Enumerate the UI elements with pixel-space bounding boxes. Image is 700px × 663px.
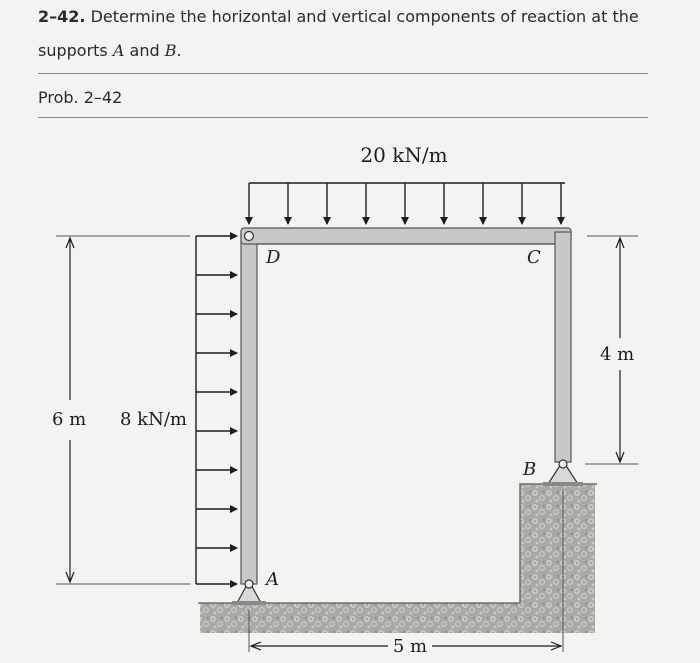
ground bbox=[198, 484, 597, 633]
point-b-label: B bbox=[523, 459, 537, 480]
bottom-dimension-label: 5 m bbox=[392, 636, 428, 657]
problem-number: 2–42. bbox=[38, 7, 86, 26]
left-dimension-label: 6 m bbox=[52, 409, 87, 430]
point-a-label: A bbox=[266, 569, 279, 590]
prob-label: Prob. 2–42 bbox=[38, 88, 123, 107]
top-load-label: 20 kN/m bbox=[360, 143, 448, 167]
side-distributed-load bbox=[196, 236, 237, 584]
right-dimension-label: 4 m bbox=[600, 344, 635, 365]
top-distributed-load bbox=[249, 183, 565, 224]
point-c-label: C bbox=[527, 247, 541, 268]
period: . bbox=[176, 41, 182, 60]
support-a-pin bbox=[232, 580, 266, 605]
support-b-ref: B bbox=[164, 41, 177, 60]
problem-text-line1: Determine the horizontal and vertical components of reaction at the bbox=[90, 7, 639, 26]
side-load-label: 8 kN/m bbox=[120, 409, 187, 430]
support-b-pin bbox=[543, 460, 583, 486]
problem-text-line2: supports bbox=[38, 41, 113, 60]
and-word: and bbox=[124, 41, 165, 60]
support-a-ref: A bbox=[112, 41, 125, 60]
point-d-label: D bbox=[266, 247, 281, 268]
